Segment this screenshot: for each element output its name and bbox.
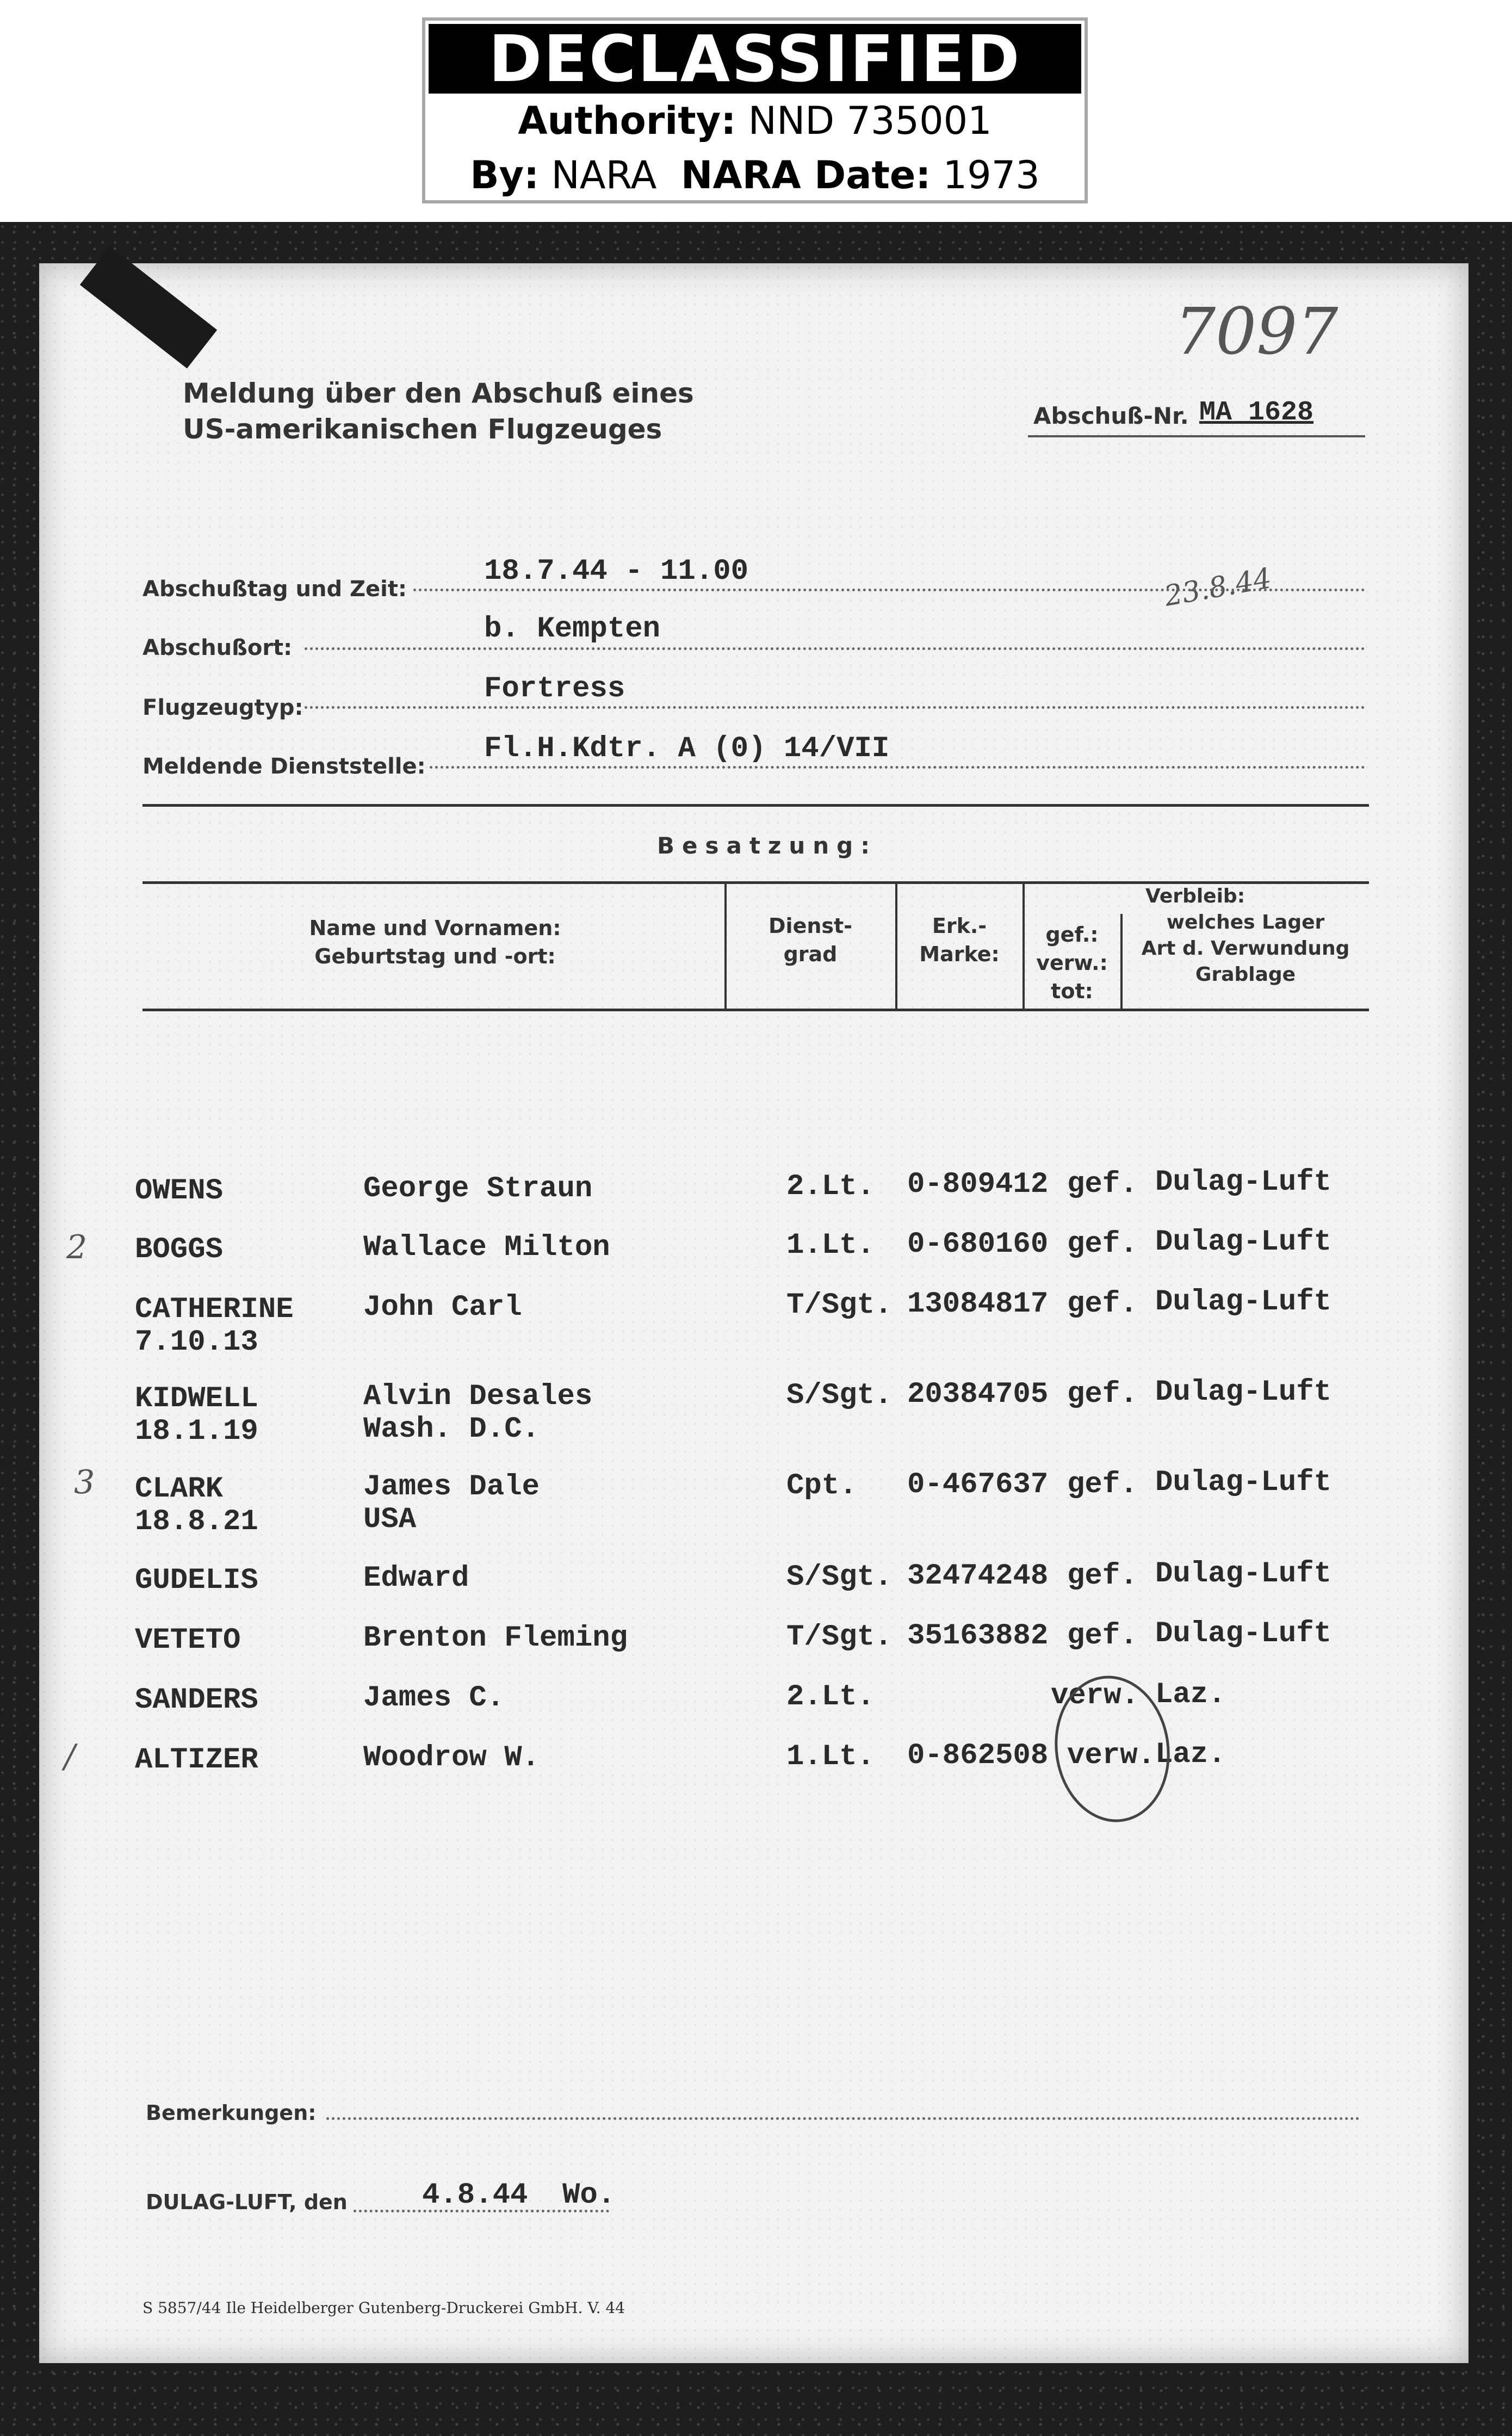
crew-surname: CLARK — [135, 1473, 224, 1506]
column-header-name-line-1: Name und Vornamen: — [309, 916, 561, 940]
field-label-reporting-unit: Meldende Dienststelle: — [142, 754, 426, 779]
stamp-by-line — [425, 148, 1085, 202]
column-header-tag — [898, 912, 1020, 968]
column-divider-3 — [1023, 882, 1025, 1009]
crew-heading: Besatzung: — [657, 832, 878, 859]
crew-rank: S/Sgt. — [786, 1561, 893, 1594]
crew-given-name: Edward — [363, 1562, 469, 1595]
title-line-2: US-amerikanischen Flugzeuges — [183, 413, 662, 445]
title-line-1: Meldung über den Abschuß eines — [183, 378, 694, 409]
crew-status: gef. — [1067, 1168, 1138, 1201]
column-divider-4 — [1120, 914, 1123, 1009]
crew-fate: Dulag-Luft — [1155, 1166, 1332, 1199]
crew-serial: 20384705 — [907, 1378, 1049, 1411]
crew-fate: Dulag-Luft — [1155, 1557, 1332, 1591]
stamp-date-label: NARA Date: — [680, 153, 931, 197]
declassified-stamp — [422, 17, 1088, 203]
crew-fate: Dulag-Luft — [1155, 1226, 1332, 1259]
crew-rank: Cpt. — [786, 1469, 857, 1503]
crew-margin-mark: 2 — [66, 1228, 88, 1266]
crew-serial: 13084817 — [907, 1288, 1049, 1321]
abschuss-nr-label: Abschuß-Nr. — [1033, 403, 1189, 429]
crew-surname: ALTIZER — [135, 1743, 258, 1777]
field-value-place: b. Kempten — [484, 613, 661, 646]
crew-fate: Dulag-Luft — [1155, 1466, 1332, 1499]
crew-serial: 0-467637 — [907, 1468, 1049, 1501]
field-label-place: Abschußort: — [142, 635, 293, 660]
crew-status: gef. — [1067, 1619, 1138, 1653]
document-title — [183, 375, 694, 447]
table-header-rule-bottom — [142, 1009, 1369, 1011]
crew-status: gef. — [1067, 1228, 1138, 1261]
column-header-tag-line-2: Marke: — [919, 942, 1000, 966]
crew-rank: S/Sgt. — [786, 1379, 893, 1412]
crew-given-name: George Straun — [363, 1172, 593, 1205]
crew-rank: T/Sgt. — [786, 1289, 893, 1322]
dulag-date: 4.8.44 — [422, 2179, 528, 2212]
column-header-fate-line-2: welches Lager — [1166, 911, 1325, 933]
dulag-dots — [354, 2210, 609, 2212]
field-dots-reporting-unit — [430, 766, 1365, 769]
stamp-title: DECLASSIFIED — [429, 24, 1081, 94]
column-divider-2 — [895, 882, 897, 1009]
field-value-reporting-unit: Fl.H.Kdtr. A (0) 14/VII — [484, 732, 890, 765]
column-header-tag-line-1: Erk.- — [932, 914, 987, 938]
crew-given-name: Alvin Desales — [363, 1380, 593, 1413]
crew-margin-mark: / — [64, 1738, 76, 1776]
column-header-rank — [729, 912, 892, 968]
crew-surname: KIDWELL — [135, 1382, 258, 1415]
crew-rank: 2.Lt. — [786, 1680, 875, 1714]
field-dots-date-time — [413, 589, 1365, 591]
crew-status: verw. — [1051, 1679, 1139, 1712]
stamp-authority-line — [425, 94, 1085, 148]
crew-rank: 2.Lt. — [786, 1170, 875, 1203]
field-label-date-time: Abschußtag und Zeit: — [142, 577, 407, 602]
crew-birth-date: 18.1.19 — [135, 1415, 258, 1448]
crew-surname: VETETO — [135, 1624, 241, 1657]
crew-birth-place: USA — [363, 1503, 417, 1536]
column-header-status-line-2: verw.: — [1036, 951, 1108, 975]
crew-serial: 0-809412 — [907, 1168, 1049, 1201]
crew-given-name: Brenton Fleming — [363, 1622, 628, 1655]
crew-margin-mark: 3 — [74, 1463, 95, 1501]
column-header-status-line-1: gef.: — [1045, 923, 1099, 947]
crew-fate: Laz. — [1155, 1738, 1226, 1771]
crew-status: gef. — [1067, 1468, 1138, 1501]
crew-surname: BOGGS — [135, 1233, 224, 1266]
crew-given-name: Wallace Milton — [363, 1231, 610, 1264]
crew-birth-date: 18.8.21 — [135, 1505, 258, 1538]
section-rule-top — [142, 804, 1369, 807]
column-header-rank-line-2: grad — [783, 942, 838, 966]
column-header-fate-line-4: Grablage — [1195, 963, 1296, 986]
crew-status: gef. — [1067, 1560, 1138, 1593]
crew-fate: Dulag-Luft — [1155, 1376, 1332, 1409]
crew-fate: Laz. — [1155, 1678, 1226, 1711]
crew-given-name: James Dale — [363, 1470, 540, 1504]
crew-status: verw. — [1067, 1739, 1156, 1772]
crew-fate: Dulag-Luft — [1155, 1617, 1332, 1650]
crew-birth-place: Wash. D.C. — [363, 1413, 540, 1446]
column-header-fate-line-1: Verbleib: — [1145, 885, 1245, 907]
field-dots-aircraft-type — [305, 706, 1365, 709]
field-dots-place — [305, 647, 1365, 650]
crew-serial: 32474248 — [907, 1560, 1049, 1593]
crew-status: gef. — [1067, 1378, 1138, 1411]
crew-surname: GUDELIS — [135, 1564, 258, 1597]
crew-surname: CATHERINE — [135, 1293, 294, 1326]
crew-given-name: Woodrow W. — [363, 1741, 540, 1775]
column-header-rank-line-1: Dienst- — [769, 914, 852, 938]
crew-rank: T/Sgt. — [786, 1621, 893, 1654]
field-value-date-time: 18.7.44 - 11.00 — [484, 555, 749, 588]
crew-status: gef. — [1067, 1288, 1138, 1321]
column-header-fate-line-3: Art d. Verwundung — [1141, 937, 1350, 960]
dulag-initials: Wo. — [562, 2179, 616, 2212]
column-header-status — [1026, 920, 1118, 1005]
crew-serial: 0-862508 — [907, 1739, 1049, 1772]
crew-given-name: James C. — [363, 1681, 505, 1715]
dulag-label: DULAG-LUFT, den — [146, 2190, 348, 2214]
remarks-dots — [326, 2117, 1360, 2120]
stamp-authority-label: Authority: — [518, 98, 736, 143]
column-divider-1 — [724, 882, 727, 1009]
crew-birth-date: 7.10.13 — [135, 1326, 258, 1359]
crew-rank: 1.Lt. — [786, 1229, 875, 1262]
printer-line: S 5857/44 Ile Heidelberger Gutenberg-Druckerei GmbH. V. 44 — [142, 2299, 625, 2317]
field-label-aircraft-type: Flugzeugtyp: — [142, 695, 303, 720]
crew-rank: 1.Lt. — [786, 1740, 875, 1773]
column-header-name-line-2: Geburtstag und -ort: — [314, 944, 556, 968]
stamp-authority-value: NND 735001 — [748, 98, 992, 143]
crew-fate: Dulag-Luft — [1155, 1285, 1332, 1319]
column-header-name — [261, 914, 609, 970]
crew-surname: OWENS — [135, 1174, 224, 1208]
stamp-date-value: 1973 — [943, 153, 1040, 197]
stamp-by-label: By: — [470, 153, 540, 197]
abschuss-nr-value: MA 1628 — [1199, 397, 1314, 428]
crew-given-name: John Carl — [363, 1291, 522, 1324]
field-value-aircraft-type: Fortress — [484, 672, 625, 706]
crew-surname: SANDERS — [135, 1684, 258, 1717]
crew-serial: 35163882 — [907, 1619, 1049, 1653]
file-number: 7097 — [1175, 294, 1339, 369]
column-header-fate — [1124, 883, 1367, 988]
remarks-label: Bemerkungen: — [146, 2101, 317, 2125]
received-date-stamp: 23.8.44 — [1162, 562, 1274, 613]
abschuss-nr-rule — [1028, 435, 1365, 437]
stamp-by-value: NARA — [551, 153, 657, 197]
column-header-status-line-3: tot: — [1051, 979, 1093, 1003]
crew-serial: 0-680160 — [907, 1228, 1049, 1261]
